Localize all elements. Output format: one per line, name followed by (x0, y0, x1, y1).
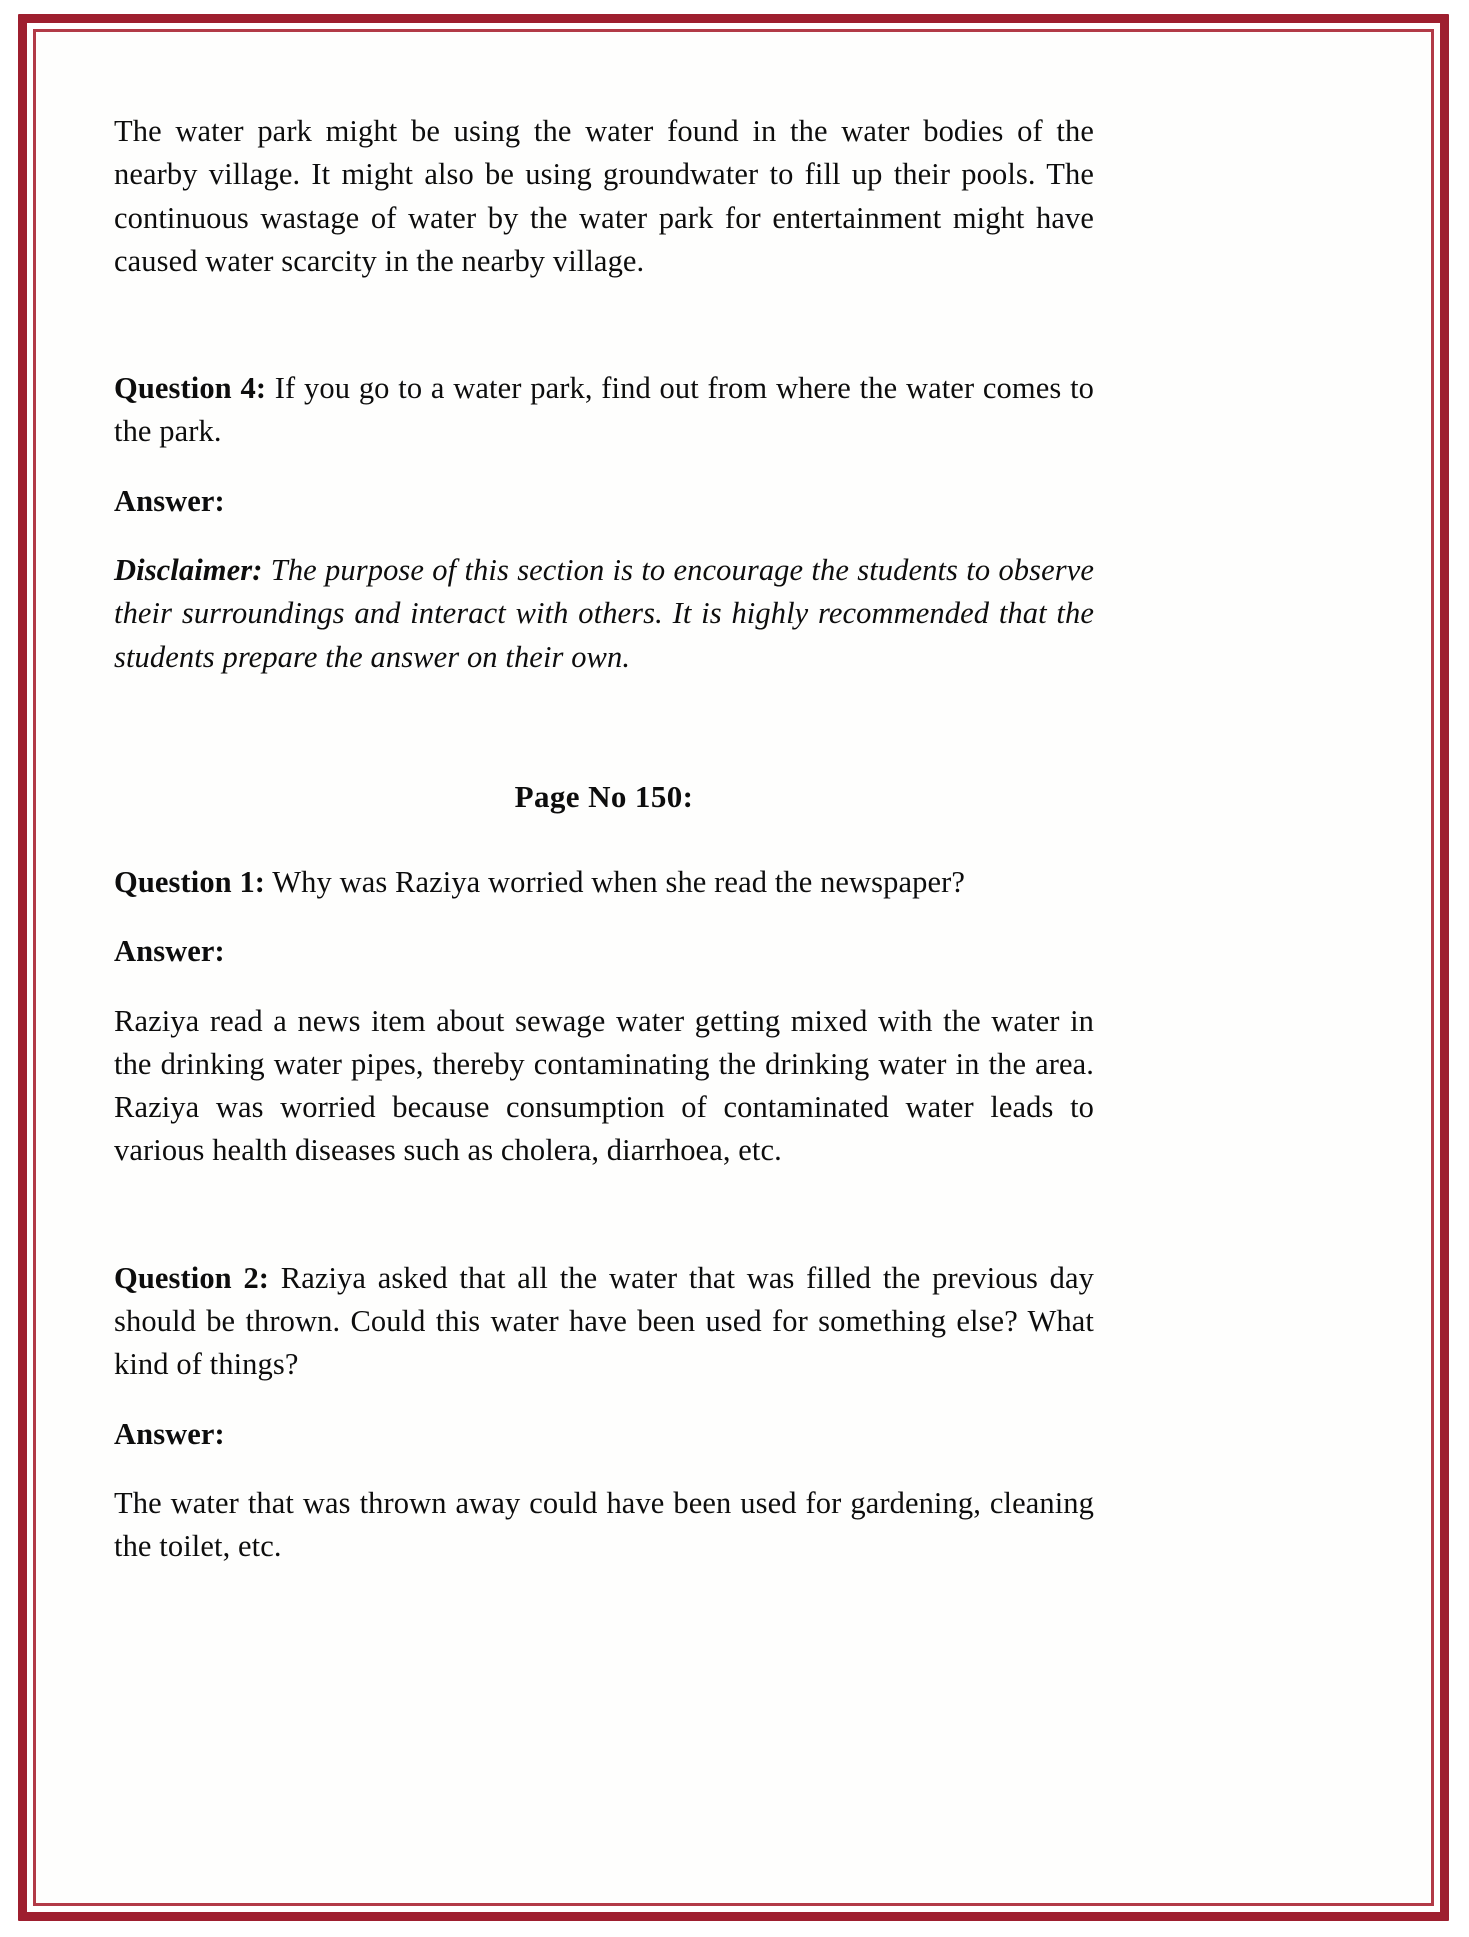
spacer (114, 283, 1094, 367)
question-2-text: Raziya asked that all the water that was filled the previous day should be thrown. Could this water have been used for something else? What kind of things? (114, 1260, 1094, 1382)
intro-paragraph: The water park might be using the water found in the water bodies of the nearby village. It might also be using groundwater to fill up their pools. The continuous wastage of water by the water park for entertainment might have caused water scarcity in the nearby village. (114, 114, 1094, 278)
spacer (114, 679, 1094, 775)
spacer (114, 904, 1094, 930)
question-1-text: Why was Raziya worried when she read the newspaper? (265, 864, 966, 899)
spacer (114, 819, 1094, 861)
question-2-label: Question 2: (114, 1260, 270, 1295)
disclaimer-block (114, 549, 1094, 679)
spacer (114, 523, 1094, 549)
answer-4-block (114, 480, 1094, 523)
page-paper-surface (36, 32, 1431, 1903)
page-number-heading: Page No 150: (514, 778, 694, 814)
spacer (114, 1456, 1094, 1482)
answer-1-text: Raziya read a news item about sewage water getting mixed with the water in the drinking water pipes, thereby contaminating the drinking water in the area. Raziya was worried because consumption of contaminated water leads to various health diseases such as cholera, diarrhoea, etc. (114, 1003, 1094, 1168)
spacer (114, 974, 1094, 1000)
disclaimer-label: Disclaimer: (114, 553, 263, 588)
question-2-block (114, 1257, 1094, 1387)
document-content (114, 110, 1094, 1569)
question-1-block (114, 861, 1094, 904)
spacer (114, 1387, 1094, 1413)
answer-1-label: Answer: (114, 934, 225, 969)
answer-2-label-block (114, 1413, 1094, 1456)
question-4-label: Question 4: (114, 371, 267, 406)
disclaimer-text: The purpose of this section is to encourage the students to observe their surroundings and interact with others. It is highly recommended that the students prepare the answer on their own. (114, 553, 1094, 674)
spacer (114, 454, 1094, 480)
answer-1-label-block (114, 930, 1094, 973)
question-4-block (114, 367, 1094, 454)
answer-2-text: The water that was thrown away could have been used for gardening, cleaning the toilet, etc. (114, 1485, 1094, 1564)
answer-4-label: Answer: (114, 483, 225, 518)
question-4-text: If you go to a water park, find out from where the water comes to the park. (114, 371, 1094, 449)
question-1-label: Question 1: (114, 864, 266, 899)
answer-2-label: Answer: (114, 1416, 225, 1451)
spacer (114, 1173, 1094, 1257)
